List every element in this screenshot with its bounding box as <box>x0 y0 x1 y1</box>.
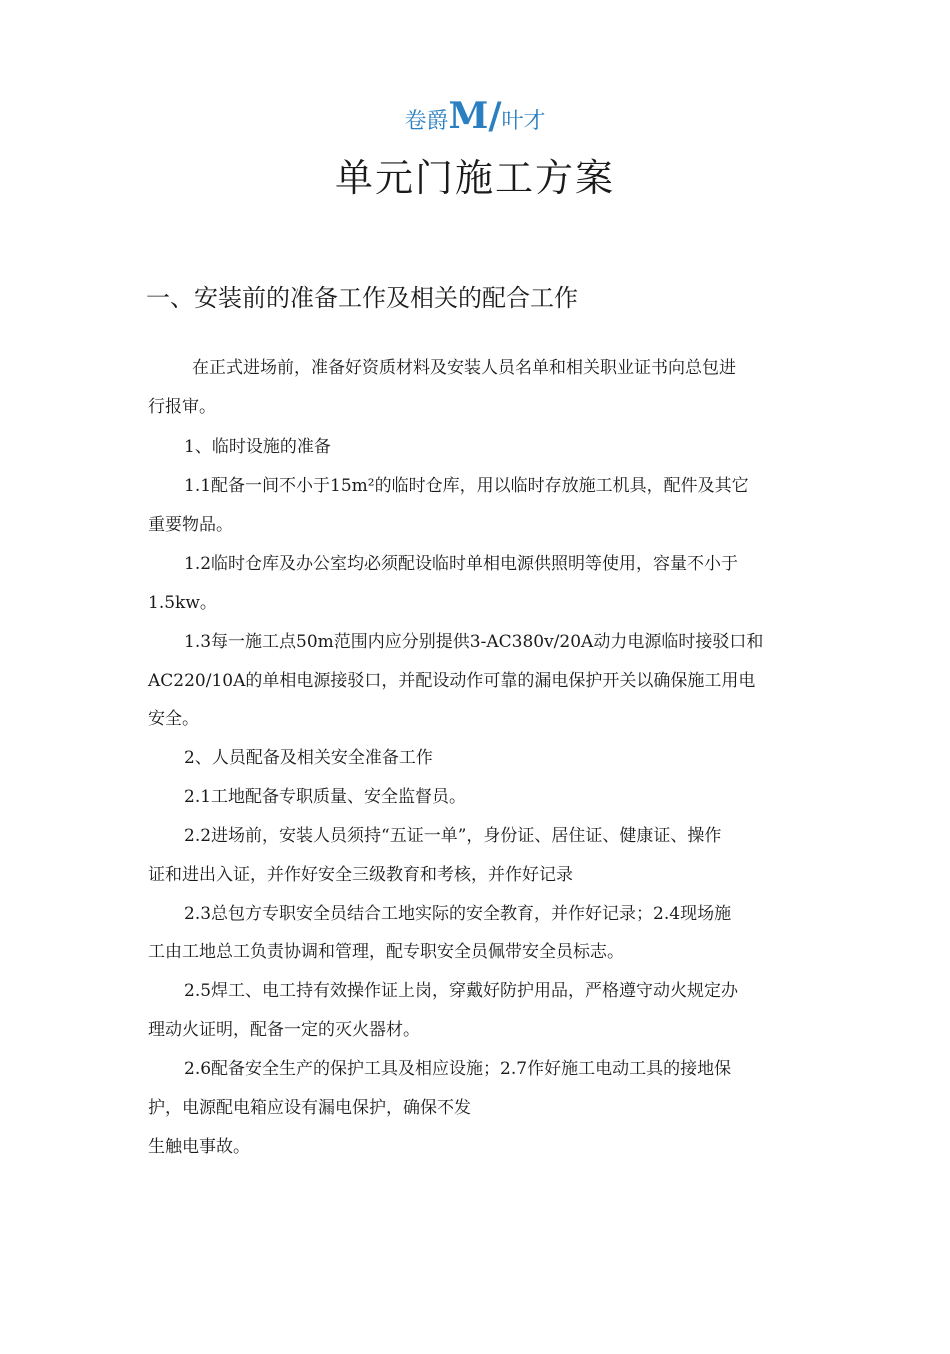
logo-text-2: M/ <box>448 95 502 137</box>
logo-text-3: 叶才 <box>501 109 546 134</box>
paragraph-line: 2.3总包方专职安全员结合工地实际的安全教育，并作好记录；2.4现场施 <box>184 904 732 924</box>
document-title: 单元门施工方案 <box>334 156 615 200</box>
paragraph-line: 理动火证明，配备一定的灭火器材。 <box>148 1020 420 1040</box>
logo-text-1: 卷爵 <box>404 109 449 134</box>
paragraph-line: 证和进出入证，并作好安全三级教育和考核，并作好记录 <box>148 865 573 885</box>
paragraph-line: 2.6配备安全生产的保护工具及相应设施；2.7作好施工电动工具的接地保 <box>184 1059 732 1079</box>
paragraph-line: 1.5kw。 <box>148 593 217 613</box>
paragraph-line: 在正式进场前，准备好资质材料及安装人员名单和相关职业证书向总包进 <box>192 358 736 378</box>
subsection-heading: 2、人员配备及相关安全准备工作 <box>184 748 433 768</box>
paragraph-line: 重要物品。 <box>148 515 233 535</box>
paragraph-line: 安全。 <box>148 709 199 729</box>
paragraph-line: 1.2临时仓库及办公室均必须配设临时单相电源供照明等使用，容量不小于 <box>184 554 739 574</box>
paragraph-line: 1.1配备一间不小于15m²的临时仓库，用以临时存放施工机具，配件及其它 <box>184 476 749 496</box>
paragraph-line: 护，电源配电箱应设有漏电保护，确保不发 <box>148 1098 471 1118</box>
paragraph-line: 2.2进场前，安装人员须持“五证一单”，身份证、居住证、健康证、操作 <box>184 826 722 846</box>
section-heading: 一、安装前的准备工作及相关的配合工作 <box>146 284 578 312</box>
paragraph-line: 2.5焊工、电工持有效操作证上岗，穿戴好防护用品，严格遵守动火规定办 <box>184 981 739 1001</box>
paragraph-line: 1.3每一施工点50m范围内应分别提供3-AC380v/20A动力电源临时接驳口和 <box>184 632 764 652</box>
subsection-heading: 1、临时设施的准备 <box>184 437 331 457</box>
paragraph-line: 工由工地总工负责协调和管理，配专职安全员佩带安全员标志。 <box>148 942 624 962</box>
paragraph-line: 行报审。 <box>148 397 216 417</box>
paragraph-line: 2.1工地配备专职质量、安全监督员。 <box>184 787 467 807</box>
paragraph-line: AC220/10A的单相电源接驳口，并配设动作可靠的漏电保护开关以确保施工用电 <box>148 671 756 691</box>
header-logo <box>0 96 950 142</box>
paragraph-line: 生触电事故。 <box>148 1137 250 1157</box>
